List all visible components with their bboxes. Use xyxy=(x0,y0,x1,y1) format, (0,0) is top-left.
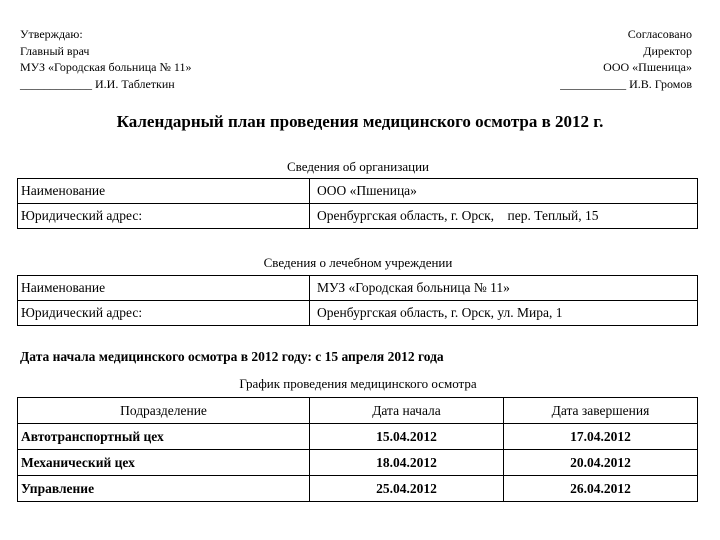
start-date-cell: 15.04.2012 xyxy=(310,424,504,450)
agreement-block xyxy=(560,26,692,93)
column-header-department: Подразделение xyxy=(18,398,310,424)
clinic-caption: Сведения о лечебном учреждении xyxy=(263,255,453,270)
department-cell: Автотранспортный цех xyxy=(18,424,310,450)
organization-table xyxy=(17,178,698,229)
approval-block xyxy=(20,26,192,93)
organization-name-value: ООО «Пшеница» xyxy=(310,179,698,204)
organization-name-label: Наименование xyxy=(18,179,310,204)
approver-organization: МУЗ «Городская больница № 11» xyxy=(20,60,192,75)
agreer-position: Директор xyxy=(643,43,692,58)
organization-address-value: Оренбургская область, г. Орск, пер. Теплый, 15 xyxy=(310,204,698,229)
start-date-cell: 25.04.2012 xyxy=(310,476,504,502)
column-header-end-date: Дата завершения xyxy=(504,398,698,424)
table-row xyxy=(18,204,698,229)
approver-signature: ____________ И.И. Таблеткин xyxy=(20,77,175,92)
table-header-row xyxy=(18,398,698,424)
clinic-name-label: Наименование xyxy=(18,276,310,301)
approver-position: Главный врач xyxy=(20,43,90,58)
schedule-table xyxy=(17,397,698,502)
table-row xyxy=(18,424,698,450)
clinic-name-value: МУЗ «Городская больница № 11» xyxy=(310,276,698,301)
schedule-caption: График проведения медицинского осмотра xyxy=(239,376,477,391)
agreer-organization: ООО «Пшеница» xyxy=(603,60,692,75)
organization-caption: Сведения об организации xyxy=(286,159,430,174)
department-cell: Механический цех xyxy=(18,450,310,476)
table-row xyxy=(18,179,698,204)
end-date-cell: 17.04.2012 xyxy=(504,424,698,450)
clinic-table xyxy=(17,275,698,326)
table-row xyxy=(18,301,698,326)
department-cell: Управление xyxy=(18,476,310,502)
table-row xyxy=(18,476,698,502)
document-title: Календарный план проведения медицинского осмотра в 2012 г. xyxy=(116,112,604,131)
approval-heading: Утверждаю: xyxy=(20,27,83,41)
start-date-cell: 18.04.2012 xyxy=(310,450,504,476)
agreement-heading: Согласовано xyxy=(627,27,692,41)
exam-start-date: Дата начала медицинского осмотра в 2012 году: с 15 апреля 2012 года xyxy=(20,349,444,364)
end-date-cell: 26.04.2012 xyxy=(504,476,698,502)
table-row xyxy=(18,450,698,476)
clinic-address-value: Оренбургская область, г. Орск, ул. Мира, 1 xyxy=(310,301,698,326)
organization-address-label: Юридический адрес: xyxy=(18,204,310,229)
agreer-signature: ___________ И.В. Громов xyxy=(560,77,692,92)
table-row xyxy=(18,276,698,301)
end-date-cell: 20.04.2012 xyxy=(504,450,698,476)
clinic-address-label: Юридический адрес: xyxy=(18,301,310,326)
column-header-start-date: Дата начала xyxy=(310,398,504,424)
